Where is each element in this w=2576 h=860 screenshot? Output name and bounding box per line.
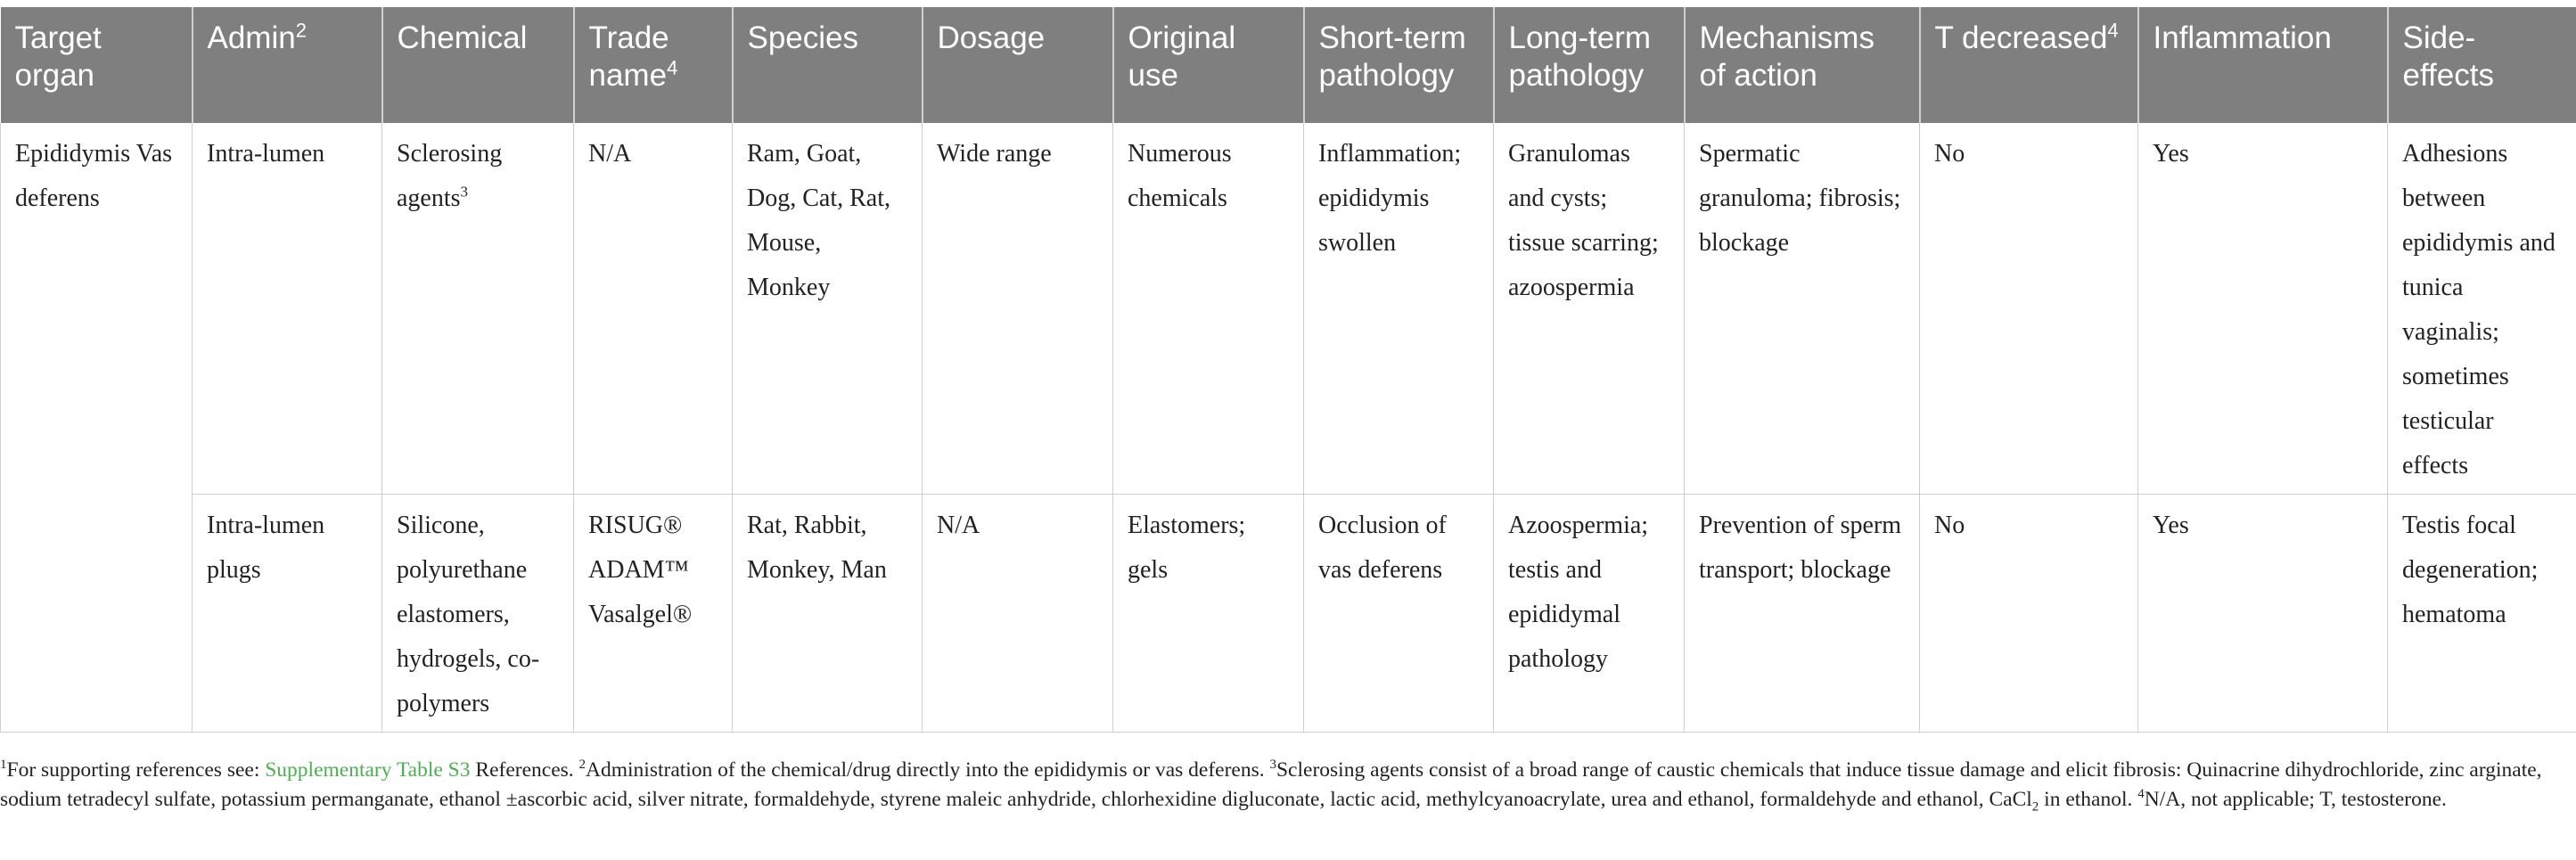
cell-admin: Intra-lumen plugs [193,495,382,733]
table-row [1,495,2576,733]
cell-species: Ram, Goat, Dog, Cat, Rat, Mouse, Monkey [733,123,923,495]
header-mechanisms-of-action: Mechanisms of action [1685,7,1920,123]
footnote-2-text: Administration of the chemical/drug directly into the epididymis or vas deferens. [586,758,1270,782]
header-species: Species [733,7,923,123]
header-short-term-pathology: Short-term pathology [1304,7,1494,123]
table-container [0,7,2576,733]
cell-chemical: Silicone, polyurethane elastomers, hydrogels, co-polymers [382,495,574,733]
cell-dosage: Wide range [923,123,1113,495]
trade-name-line: RISUG® [588,512,683,539]
header-trade-name: Trade name$^4$ [574,7,733,123]
data-table [0,7,2576,733]
cell-short-term-pathology: Inflammation; epididymis swollen [1304,123,1494,495]
cell-long-term-pathology: Granulomas and cysts; tissue scarring; azoospermia [1494,123,1685,495]
cell-original-use: Numerous chemicals [1113,123,1304,495]
footnote-3-marker: 3 [1269,758,1276,773]
header-dosage: Dosage [923,7,1113,123]
cell-t-decreased: No [1920,123,2138,495]
footnote-4-marker: 4 [2137,787,2145,802]
footnote-2-marker: 2 [578,758,587,773]
trade-name-line: ADAM™ [588,556,689,584]
header-row [1,7,2576,123]
cell-short-term-pathology: Occlusion of vas deferens [1304,495,1494,733]
cell-t-decreased: No [1920,495,2138,733]
cell-mechanisms-of-action: Prevention of sperm transport; blockage [1685,495,1920,733]
cell-trade-name: N/A [574,123,733,495]
footnote-1-marker: 1 [0,758,7,773]
footnote-1-text: For supporting references see: [6,758,266,782]
cell-long-term-pathology: Azoospermia; testis and epididymal pathology [1494,495,1685,733]
header-chemical: Chemical [382,7,574,123]
cell-side-effects: Adhesions between epididymis and tunica vaginalis; sometimes testicular effects [2388,123,2576,495]
cell-original-use: Elastomers; gels [1113,495,1304,733]
table-row [1,123,2576,495]
footnote-3-tail: in ethanol. [2039,788,2138,811]
header-long-term-pathology: Long-term pathology [1494,7,1685,123]
cell-chemical: Sclerosing agents$^3$ [382,123,574,495]
header-admin: Admin$^2$ [193,7,382,123]
cell-target-organ: Epididymis Vas deferens [1,123,193,733]
header-t-decreased: T decreased$^4$ [1920,7,2138,123]
cell-mechanisms-of-action: Spermatic granuloma; fibrosis; blockage [1685,123,1920,495]
cell-side-effects: Testis focal degeneration; hematoma [2388,495,2576,733]
cell-inflammation: Yes [2138,495,2388,733]
header-inflammation: Inflammation [2138,7,2388,123]
supplementary-table-link[interactable]: Supplementary Table S3 [265,758,471,782]
cell-trade-name [574,495,733,733]
cell-inflammation: Yes [2138,123,2388,495]
cell-admin: Intra-lumen [193,123,382,495]
header-original-use: Original use [1113,7,1304,123]
header-side-effects: Side-effects [2388,7,2576,123]
footnote-3-text: Sclerosing agents consist of a broad range of caustic chemicals that induce tissue damage and elicit fibrosis: Quinacrine dihydrochloride, zinc arginate, sodium tetradecyl sulfate, potassium permanganate, ethanol ±ascorbic acid, silver nitrate, formaldehyde, styrene maleic anhydride, chlorhexidine digluconate, lactic acid, methylcyanoacrylate, urea and ethanol, formaldehyde and ethanol, CaCl [0,758,2542,811]
footnote-3-subscript: 2 [2031,799,2039,815]
footnote-4-text: N/A, not applicable; T, testosterone. [2144,788,2447,811]
table-footnotes [0,756,2567,815]
header-target-organ: Target organ [1,7,193,123]
cell-dosage: N/A [923,495,1113,733]
trade-name-line: Vasalgel® [588,601,693,628]
footnote-1-after: References. [470,758,579,782]
cell-species: Rat, Rabbit, Monkey, Man [733,495,923,733]
